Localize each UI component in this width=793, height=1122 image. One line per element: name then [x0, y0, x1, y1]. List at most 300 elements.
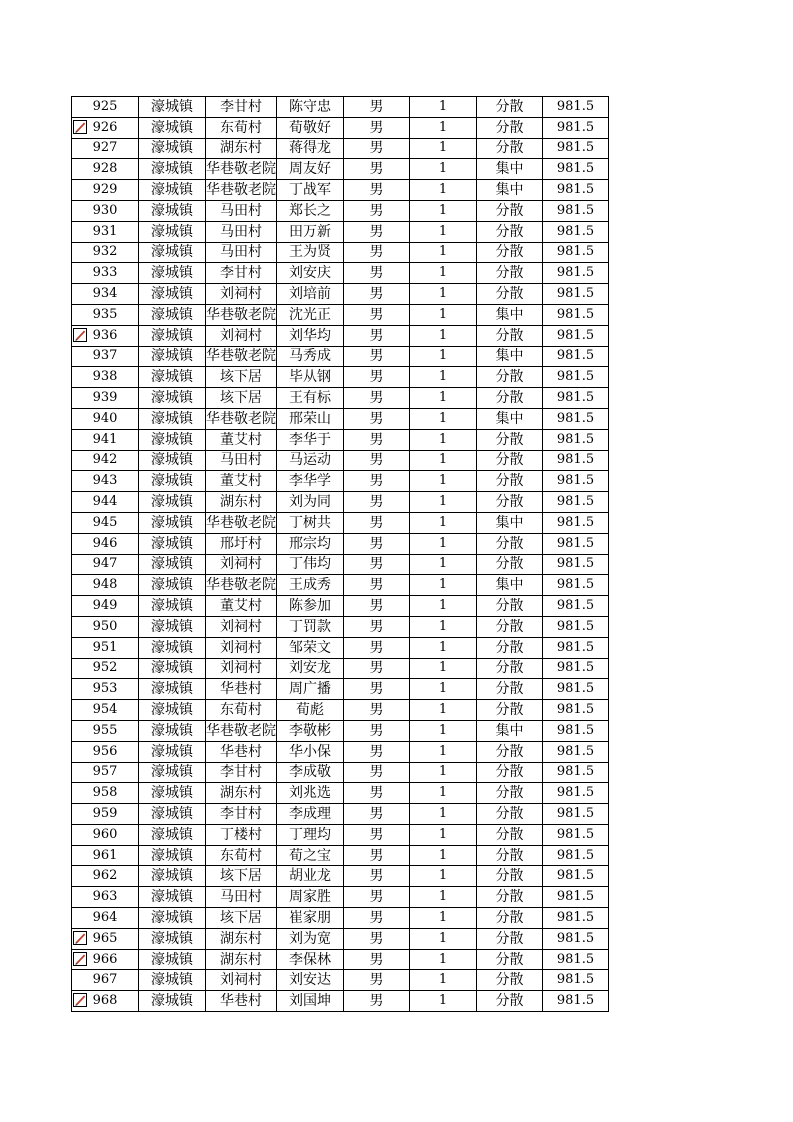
cell-count[interactable]: 1	[410, 991, 477, 1012]
cell-town[interactable]: 濠城镇	[139, 554, 206, 575]
cell-count[interactable]: 1	[410, 200, 477, 221]
cell-gender[interactable]: 男	[344, 845, 410, 866]
cell-name[interactable]: 丁理均	[277, 824, 344, 845]
cell-village[interactable]: 刘祠村	[206, 554, 277, 575]
cell-name[interactable]: 丁树共	[277, 512, 344, 533]
cell-village[interactable]: 华巷敬老院	[206, 304, 277, 325]
cell-count[interactable]: 1	[410, 720, 477, 741]
cell-name[interactable]: 蒋得龙	[277, 138, 344, 159]
cell-amount[interactable]: 981.5	[543, 367, 609, 388]
cell-count[interactable]: 1	[410, 741, 477, 762]
cell-village[interactable]: 李甘村	[206, 804, 277, 825]
cell-amount[interactable]: 981.5	[543, 741, 609, 762]
cell-id[interactable]	[72, 325, 139, 346]
cell-count[interactable]: 1	[410, 367, 477, 388]
cell-village[interactable]: 马田村	[206, 887, 277, 908]
cell-count[interactable]: 1	[410, 304, 477, 325]
cell-gender[interactable]: 男	[344, 450, 410, 471]
cell-amount[interactable]: 981.5	[543, 991, 609, 1012]
cell-village[interactable]: 华巷敬老院	[206, 408, 277, 429]
cell-amount[interactable]: 981.5	[543, 512, 609, 533]
cell-id[interactable]	[72, 242, 139, 263]
cell-town[interactable]: 濠城镇	[139, 346, 206, 367]
cell-count[interactable]: 1	[410, 346, 477, 367]
cell-amount[interactable]: 981.5	[543, 908, 609, 929]
cell-gender[interactable]: 男	[344, 284, 410, 305]
cell-count[interactable]: 1	[410, 949, 477, 970]
cell-amount[interactable]: 981.5	[543, 471, 609, 492]
cell-type[interactable]: 集中	[477, 159, 543, 180]
cell-village[interactable]: 华巷村	[206, 991, 277, 1012]
cell-village[interactable]: 马田村	[206, 242, 277, 263]
cell-type[interactable]: 分散	[477, 887, 543, 908]
cell-village[interactable]: 湖东村	[206, 928, 277, 949]
cell-id[interactable]	[72, 970, 139, 991]
cell-count[interactable]: 1	[410, 700, 477, 721]
cell-name[interactable]: 陈守忠	[277, 97, 344, 118]
cell-type[interactable]: 分散	[477, 637, 543, 658]
cell-name[interactable]: 马运动	[277, 450, 344, 471]
cell-gender[interactable]: 男	[344, 325, 410, 346]
cell-type[interactable]: 分散	[477, 554, 543, 575]
cell-town[interactable]: 濠城镇	[139, 866, 206, 887]
cell-gender[interactable]: 男	[344, 512, 410, 533]
cell-village[interactable]: 董艾村	[206, 429, 277, 450]
cell-town[interactable]: 濠城镇	[139, 824, 206, 845]
cell-id[interactable]	[72, 991, 139, 1012]
cell-village[interactable]: 李甘村	[206, 762, 277, 783]
cell-name[interactable]: 毕从钢	[277, 367, 344, 388]
cell-village[interactable]: 刘祠村	[206, 637, 277, 658]
cell-count[interactable]: 1	[410, 471, 477, 492]
cell-type[interactable]: 集中	[477, 408, 543, 429]
cell-village[interactable]: 华巷敬老院	[206, 346, 277, 367]
cell-count[interactable]: 1	[410, 575, 477, 596]
cell-gender[interactable]: 男	[344, 388, 410, 409]
cell-count[interactable]: 1	[410, 596, 477, 617]
cell-village[interactable]: 华巷敬老院	[206, 512, 277, 533]
cell-name[interactable]: 刘安庆	[277, 263, 344, 284]
cell-town[interactable]: 濠城镇	[139, 616, 206, 637]
cell-name[interactable]: 刘安龙	[277, 658, 344, 679]
cell-village[interactable]: 董艾村	[206, 596, 277, 617]
cell-town[interactable]: 濠城镇	[139, 97, 206, 118]
cell-count[interactable]: 1	[410, 928, 477, 949]
cell-village[interactable]: 华巷敬老院	[206, 180, 277, 201]
cell-type[interactable]: 分散	[477, 866, 543, 887]
cell-gender[interactable]: 男	[344, 741, 410, 762]
cell-count[interactable]: 1	[410, 429, 477, 450]
cell-gender[interactable]: 男	[344, 783, 410, 804]
cell-type[interactable]: 分散	[477, 804, 543, 825]
cell-name[interactable]: 刘培前	[277, 284, 344, 305]
cell-id[interactable]	[72, 887, 139, 908]
cell-amount[interactable]: 981.5	[543, 429, 609, 450]
cell-type[interactable]: 分散	[477, 741, 543, 762]
cell-name[interactable]: 崔家朋	[277, 908, 344, 929]
cell-amount[interactable]: 981.5	[543, 637, 609, 658]
cell-gender[interactable]: 男	[344, 991, 410, 1012]
cell-village[interactable]: 李甘村	[206, 97, 277, 118]
cell-id[interactable]	[72, 284, 139, 305]
cell-type[interactable]: 分散	[477, 429, 543, 450]
cell-id[interactable]	[72, 117, 139, 138]
cell-id[interactable]	[72, 263, 139, 284]
cell-id[interactable]	[72, 304, 139, 325]
cell-village[interactable]: 东荀村	[206, 845, 277, 866]
cell-id[interactable]	[72, 866, 139, 887]
cell-id[interactable]	[72, 679, 139, 700]
cell-id[interactable]	[72, 720, 139, 741]
cell-type[interactable]: 分散	[477, 138, 543, 159]
cell-type[interactable]: 分散	[477, 908, 543, 929]
cell-type[interactable]: 分散	[477, 533, 543, 554]
cell-town[interactable]: 濠城镇	[139, 804, 206, 825]
cell-name[interactable]: 郑长之	[277, 200, 344, 221]
cell-type[interactable]: 集中	[477, 304, 543, 325]
cell-village[interactable]: 华巷敬老院	[206, 720, 277, 741]
cell-count[interactable]: 1	[410, 97, 477, 118]
cell-type[interactable]: 分散	[477, 700, 543, 721]
cell-count[interactable]: 1	[410, 783, 477, 804]
cell-name[interactable]: 邢荣山	[277, 408, 344, 429]
cell-name[interactable]: 李敬彬	[277, 720, 344, 741]
cell-type[interactable]: 分散	[477, 200, 543, 221]
cell-name[interactable]: 李成敬	[277, 762, 344, 783]
cell-type[interactable]: 分散	[477, 762, 543, 783]
cell-id[interactable]	[72, 700, 139, 721]
cell-name[interactable]: 荀敬好	[277, 117, 344, 138]
cell-id[interactable]	[72, 450, 139, 471]
cell-town[interactable]: 濠城镇	[139, 845, 206, 866]
cell-count[interactable]: 1	[410, 284, 477, 305]
cell-gender[interactable]: 男	[344, 492, 410, 513]
cell-id[interactable]	[72, 221, 139, 242]
cell-gender[interactable]: 男	[344, 263, 410, 284]
cell-type[interactable]: 分散	[477, 658, 543, 679]
cell-town[interactable]: 濠城镇	[139, 263, 206, 284]
cell-amount[interactable]: 981.5	[543, 970, 609, 991]
cell-count[interactable]: 1	[410, 616, 477, 637]
cell-town[interactable]: 濠城镇	[139, 658, 206, 679]
cell-count[interactable]: 1	[410, 804, 477, 825]
cell-town[interactable]: 濠城镇	[139, 679, 206, 700]
cell-gender[interactable]: 男	[344, 304, 410, 325]
cell-amount[interactable]: 981.5	[543, 658, 609, 679]
cell-gender[interactable]: 男	[344, 762, 410, 783]
cell-gender[interactable]: 男	[344, 429, 410, 450]
cell-amount[interactable]: 981.5	[543, 554, 609, 575]
cell-count[interactable]: 1	[410, 824, 477, 845]
cell-village[interactable]: 东荀村	[206, 700, 277, 721]
cell-gender[interactable]: 男	[344, 866, 410, 887]
cell-id[interactable]	[72, 762, 139, 783]
cell-count[interactable]: 1	[410, 221, 477, 242]
cell-type[interactable]: 分散	[477, 949, 543, 970]
cell-name[interactable]: 马秀成	[277, 346, 344, 367]
cell-village[interactable]: 华巷敬老院	[206, 575, 277, 596]
cell-amount[interactable]: 981.5	[543, 866, 609, 887]
cell-name[interactable]: 邢宗均	[277, 533, 344, 554]
cell-id[interactable]	[72, 138, 139, 159]
cell-gender[interactable]: 男	[344, 616, 410, 637]
cell-count[interactable]: 1	[410, 658, 477, 679]
cell-town[interactable]: 濠城镇	[139, 887, 206, 908]
cell-name[interactable]: 华小保	[277, 741, 344, 762]
cell-name[interactable]: 丁伟均	[277, 554, 344, 575]
cell-type[interactable]: 分散	[477, 450, 543, 471]
cell-town[interactable]: 濠城镇	[139, 242, 206, 263]
cell-town[interactable]: 濠城镇	[139, 304, 206, 325]
cell-town[interactable]: 濠城镇	[139, 700, 206, 721]
cell-amount[interactable]: 981.5	[543, 949, 609, 970]
cell-type[interactable]: 分散	[477, 596, 543, 617]
cell-name[interactable]: 刘安达	[277, 970, 344, 991]
cell-town[interactable]: 濠城镇	[139, 471, 206, 492]
cell-name[interactable]: 胡业龙	[277, 866, 344, 887]
cell-amount[interactable]: 981.5	[543, 783, 609, 804]
cell-gender[interactable]: 男	[344, 637, 410, 658]
cell-count[interactable]: 1	[410, 263, 477, 284]
cell-count[interactable]: 1	[410, 637, 477, 658]
cell-name[interactable]: 李成理	[277, 804, 344, 825]
cell-amount[interactable]: 981.5	[543, 450, 609, 471]
cell-village[interactable]: 湖东村	[206, 949, 277, 970]
cell-name[interactable]: 周友好	[277, 159, 344, 180]
cell-type[interactable]: 分散	[477, 117, 543, 138]
cell-name[interactable]: 周广播	[277, 679, 344, 700]
cell-type[interactable]: 分散	[477, 970, 543, 991]
cell-village[interactable]: 华巷村	[206, 741, 277, 762]
cell-count[interactable]: 1	[410, 138, 477, 159]
cell-name[interactable]: 李华学	[277, 471, 344, 492]
cell-amount[interactable]: 981.5	[543, 284, 609, 305]
cell-village[interactable]: 湖东村	[206, 138, 277, 159]
cell-amount[interactable]: 981.5	[543, 346, 609, 367]
cell-village[interactable]: 刘祠村	[206, 970, 277, 991]
cell-gender[interactable]: 男	[344, 804, 410, 825]
cell-id[interactable]	[72, 804, 139, 825]
cell-id[interactable]	[72, 741, 139, 762]
cell-village[interactable]: 董艾村	[206, 471, 277, 492]
cell-town[interactable]: 濠城镇	[139, 949, 206, 970]
cell-gender[interactable]: 男	[344, 720, 410, 741]
cell-name[interactable]: 丁战军	[277, 180, 344, 201]
cell-village[interactable]: 东荀村	[206, 117, 277, 138]
cell-count[interactable]: 1	[410, 512, 477, 533]
cell-id[interactable]	[72, 367, 139, 388]
cell-count[interactable]: 1	[410, 117, 477, 138]
cell-town[interactable]: 濠城镇	[139, 783, 206, 804]
cell-id[interactable]	[72, 554, 139, 575]
cell-type[interactable]: 分散	[477, 492, 543, 513]
cell-amount[interactable]: 981.5	[543, 596, 609, 617]
cell-name[interactable]: 刘国坤	[277, 991, 344, 1012]
cell-amount[interactable]: 981.5	[543, 221, 609, 242]
cell-town[interactable]: 濠城镇	[139, 117, 206, 138]
cell-town[interactable]: 濠城镇	[139, 928, 206, 949]
cell-count[interactable]: 1	[410, 533, 477, 554]
cell-name[interactable]: 王为贤	[277, 242, 344, 263]
cell-count[interactable]: 1	[410, 159, 477, 180]
cell-count[interactable]: 1	[410, 388, 477, 409]
cell-type[interactable]: 分散	[477, 284, 543, 305]
cell-gender[interactable]: 男	[344, 575, 410, 596]
cell-name[interactable]: 荀之宝	[277, 845, 344, 866]
cell-town[interactable]: 濠城镇	[139, 492, 206, 513]
cell-amount[interactable]: 981.5	[543, 325, 609, 346]
cell-id[interactable]	[72, 492, 139, 513]
cell-id[interactable]	[72, 159, 139, 180]
cell-amount[interactable]: 981.5	[543, 887, 609, 908]
cell-name[interactable]: 李华于	[277, 429, 344, 450]
cell-village[interactable]: 垓下居	[206, 908, 277, 929]
cell-amount[interactable]: 981.5	[543, 159, 609, 180]
cell-id[interactable]	[72, 908, 139, 929]
cell-type[interactable]: 分散	[477, 845, 543, 866]
cell-amount[interactable]: 981.5	[543, 679, 609, 700]
cell-amount[interactable]: 981.5	[543, 575, 609, 596]
cell-id[interactable]	[72, 575, 139, 596]
cell-count[interactable]: 1	[410, 762, 477, 783]
cell-village[interactable]: 华巷敬老院	[206, 159, 277, 180]
cell-id[interactable]	[72, 408, 139, 429]
cell-type[interactable]: 集中	[477, 180, 543, 201]
cell-town[interactable]: 濠城镇	[139, 741, 206, 762]
cell-gender[interactable]: 男	[344, 824, 410, 845]
cell-id[interactable]	[72, 388, 139, 409]
cell-village[interactable]: 湖东村	[206, 783, 277, 804]
cell-amount[interactable]: 981.5	[543, 200, 609, 221]
cell-amount[interactable]: 981.5	[543, 492, 609, 513]
cell-town[interactable]: 濠城镇	[139, 596, 206, 617]
cell-gender[interactable]: 男	[344, 596, 410, 617]
cell-village[interactable]: 垓下居	[206, 388, 277, 409]
cell-id[interactable]	[72, 429, 139, 450]
cell-count[interactable]: 1	[410, 325, 477, 346]
cell-village[interactable]: 刘祠村	[206, 325, 277, 346]
cell-town[interactable]: 濠城镇	[139, 325, 206, 346]
cell-gender[interactable]: 男	[344, 346, 410, 367]
cell-village[interactable]: 马田村	[206, 200, 277, 221]
cell-name[interactable]: 陈参加	[277, 596, 344, 617]
cell-town[interactable]: 濠城镇	[139, 367, 206, 388]
cell-village[interactable]: 刘祠村	[206, 658, 277, 679]
cell-type[interactable]: 分散	[477, 471, 543, 492]
cell-count[interactable]: 1	[410, 180, 477, 201]
cell-amount[interactable]: 981.5	[543, 388, 609, 409]
cell-type[interactable]: 集中	[477, 575, 543, 596]
cell-type[interactable]: 分散	[477, 242, 543, 263]
cell-gender[interactable]: 男	[344, 949, 410, 970]
cell-gender[interactable]: 男	[344, 679, 410, 700]
cell-count[interactable]: 1	[410, 908, 477, 929]
cell-amount[interactable]: 981.5	[543, 616, 609, 637]
cell-id[interactable]	[72, 928, 139, 949]
cell-amount[interactable]: 981.5	[543, 804, 609, 825]
cell-type[interactable]: 分散	[477, 783, 543, 804]
cell-type[interactable]: 集中	[477, 720, 543, 741]
cell-town[interactable]: 濠城镇	[139, 533, 206, 554]
cell-type[interactable]: 分散	[477, 991, 543, 1012]
cell-count[interactable]: 1	[410, 242, 477, 263]
cell-name[interactable]: 沈光正	[277, 304, 344, 325]
cell-gender[interactable]: 男	[344, 180, 410, 201]
cell-village[interactable]: 马田村	[206, 221, 277, 242]
cell-id[interactable]	[72, 824, 139, 845]
cell-gender[interactable]: 男	[344, 117, 410, 138]
cell-type[interactable]: 分散	[477, 824, 543, 845]
cell-gender[interactable]: 男	[344, 928, 410, 949]
cell-town[interactable]: 濠城镇	[139, 159, 206, 180]
cell-type[interactable]: 分散	[477, 679, 543, 700]
cell-count[interactable]: 1	[410, 450, 477, 471]
cell-name[interactable]: 刘华均	[277, 325, 344, 346]
cell-amount[interactable]: 981.5	[543, 180, 609, 201]
cell-amount[interactable]: 981.5	[543, 304, 609, 325]
cell-id[interactable]	[72, 97, 139, 118]
cell-id[interactable]	[72, 512, 139, 533]
cell-town[interactable]: 濠城镇	[139, 429, 206, 450]
cell-count[interactable]: 1	[410, 866, 477, 887]
cell-town[interactable]: 濠城镇	[139, 720, 206, 741]
cell-id[interactable]	[72, 200, 139, 221]
cell-town[interactable]: 濠城镇	[139, 512, 206, 533]
cell-amount[interactable]: 981.5	[543, 97, 609, 118]
cell-amount[interactable]: 981.5	[543, 762, 609, 783]
cell-gender[interactable]: 男	[344, 970, 410, 991]
cell-type[interactable]: 集中	[477, 512, 543, 533]
cell-name[interactable]: 丁罚款	[277, 616, 344, 637]
cell-id[interactable]	[72, 471, 139, 492]
cell-gender[interactable]: 男	[344, 471, 410, 492]
cell-amount[interactable]: 981.5	[543, 138, 609, 159]
cell-gender[interactable]: 男	[344, 700, 410, 721]
cell-town[interactable]: 濠城镇	[139, 408, 206, 429]
cell-count[interactable]: 1	[410, 492, 477, 513]
cell-count[interactable]: 1	[410, 554, 477, 575]
cell-name[interactable]: 刘兆选	[277, 783, 344, 804]
cell-amount[interactable]: 981.5	[543, 845, 609, 866]
cell-id[interactable]	[72, 616, 139, 637]
cell-town[interactable]: 濠城镇	[139, 450, 206, 471]
cell-type[interactable]: 分散	[477, 97, 543, 118]
cell-town[interactable]: 濠城镇	[139, 908, 206, 929]
cell-village[interactable]: 马田村	[206, 450, 277, 471]
cell-name[interactable]: 荀彪	[277, 700, 344, 721]
cell-town[interactable]: 濠城镇	[139, 284, 206, 305]
cell-id[interactable]	[72, 783, 139, 804]
cell-gender[interactable]: 男	[344, 221, 410, 242]
cell-type[interactable]: 分散	[477, 388, 543, 409]
cell-amount[interactable]: 981.5	[543, 408, 609, 429]
cell-type[interactable]: 分散	[477, 616, 543, 637]
cell-village[interactable]: 李甘村	[206, 263, 277, 284]
cell-amount[interactable]: 981.5	[543, 824, 609, 845]
cell-id[interactable]	[72, 180, 139, 201]
cell-gender[interactable]: 男	[344, 138, 410, 159]
cell-amount[interactable]: 981.5	[543, 533, 609, 554]
cell-count[interactable]: 1	[410, 887, 477, 908]
cell-type[interactable]: 集中	[477, 346, 543, 367]
cell-amount[interactable]: 981.5	[543, 263, 609, 284]
cell-gender[interactable]: 男	[344, 658, 410, 679]
cell-name[interactable]: 田万新	[277, 221, 344, 242]
cell-town[interactable]: 濠城镇	[139, 637, 206, 658]
cell-village[interactable]: 湖东村	[206, 492, 277, 513]
cell-village[interactable]: 丁楼村	[206, 824, 277, 845]
cell-id[interactable]	[72, 533, 139, 554]
